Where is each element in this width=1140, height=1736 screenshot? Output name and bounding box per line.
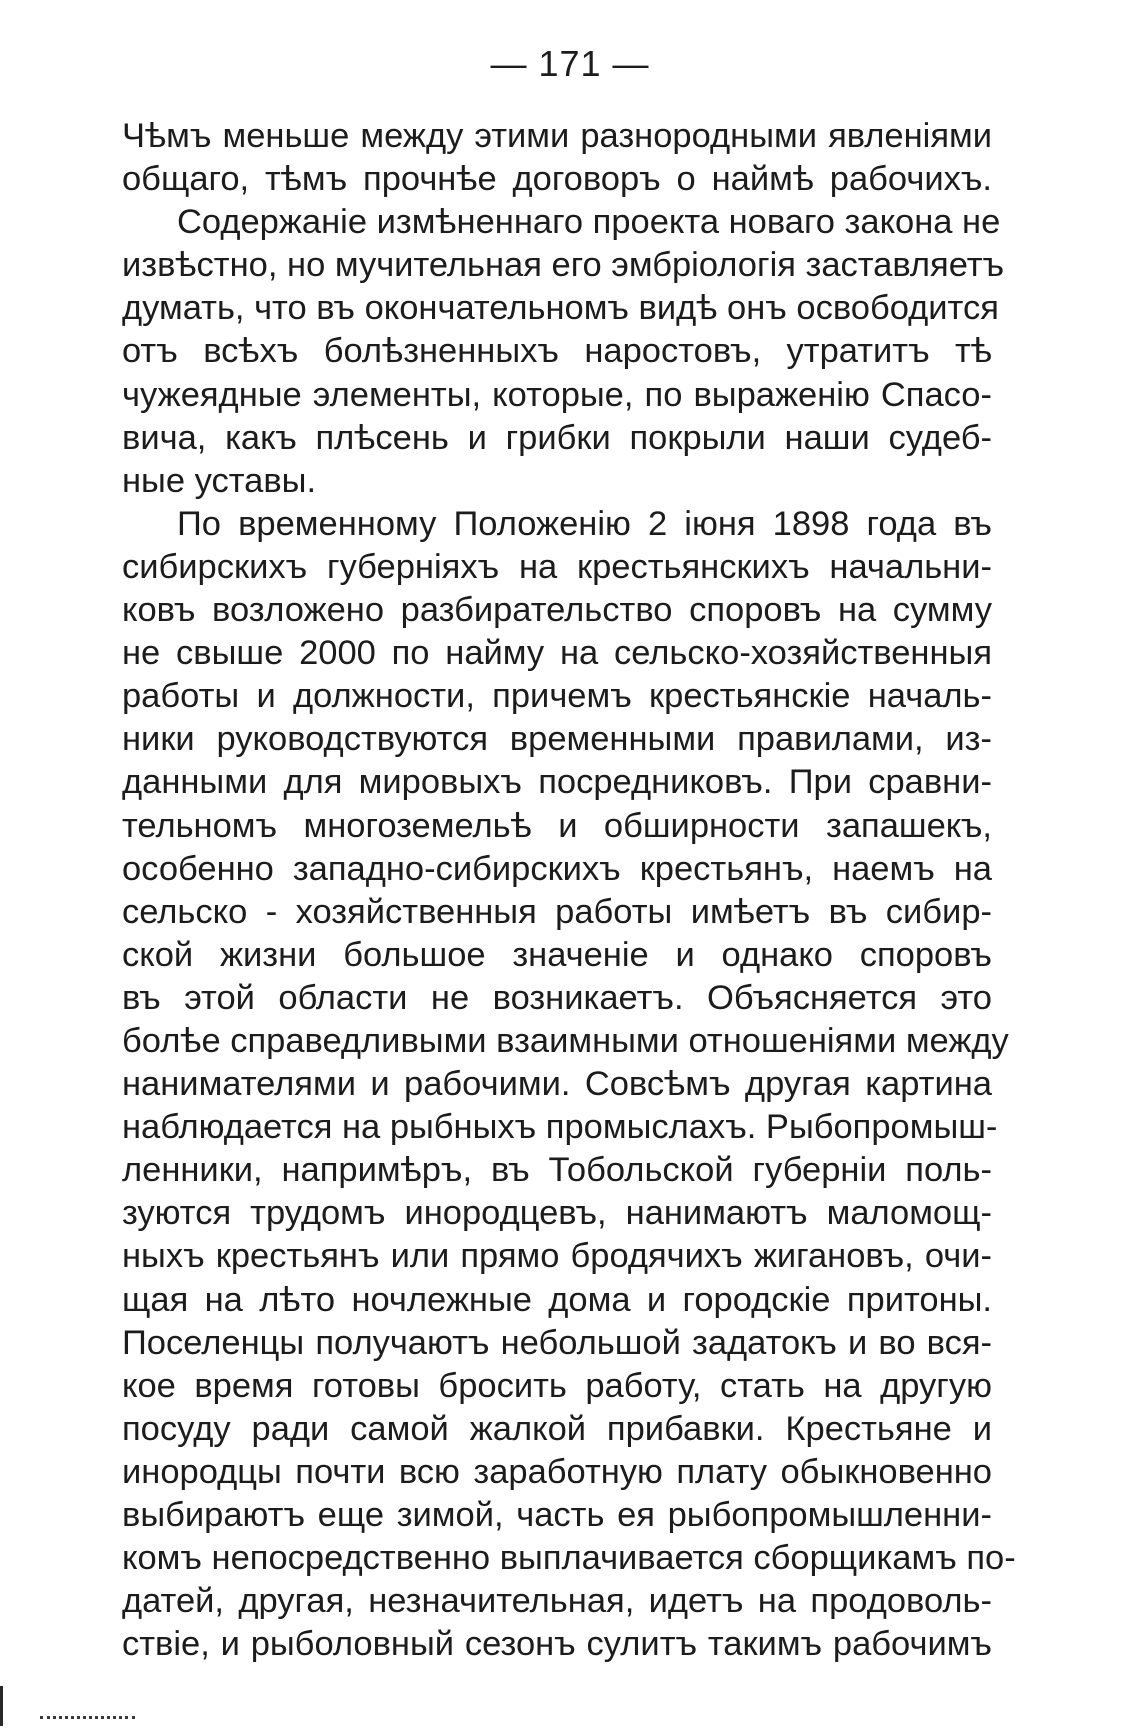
text-line: сельско - хозяйственныя работы имѣетъ въ сибир- (122, 892, 992, 931)
text-line: вича, какъ плѣсень и грибки покрыли наши судеб- (122, 418, 992, 457)
text-line: работы и должности, причемъ крестьянскіе началь- (122, 677, 992, 716)
text-line: ствіе, и рыболовный сезонъ сулитъ такимъ рабочимъ (122, 1625, 992, 1664)
text-line: щая на лѣто ночлежные дома и городскіе притоны. (122, 1280, 992, 1319)
text-line: данными для мировыхъ посредниковъ. При сравни- (122, 763, 992, 802)
text-line: думать, что въ окончательномъ видѣ онъ освободится (122, 289, 999, 328)
text-line: ники руководствуются временными правилами, из- (122, 720, 992, 759)
scan-edge-mark (0, 1686, 11, 1726)
text-line: Содержаніе измѣненнаго проекта новаго закона не (177, 203, 1001, 242)
body-text (122, 115, 1016, 1666)
text-line: отъ всѣхъ болѣзненныхъ наростовъ, утратитъ тѣ (122, 332, 992, 371)
text-line: ленники, напримѣръ, въ Тобольской губерніи поль- (122, 1151, 992, 1190)
text-line: сибирскихъ губерніяхъ на крестьянскихъ начальни- (122, 547, 992, 586)
text-line: По временному Положенію 2 іюня 1898 года въ (177, 504, 992, 543)
paragraph-2 (122, 201, 1005, 503)
text-line: въ этой области не возникаетъ. Объясняется это (122, 978, 992, 1017)
text-line: зуются трудомъ инородцевъ, нанимаютъ маломощ- (122, 1194, 992, 1233)
text-line: болѣе справедливыми взаимными отношеніями между (122, 1021, 1009, 1060)
text-line: кое время готовы бросить работу, стать на другую (122, 1366, 992, 1405)
text-line: Поселенцы получаютъ небольшой задатокъ и во вся- (122, 1323, 992, 1362)
text-line: посуду ради самой жалкой прибавки. Крестьяне и (122, 1409, 992, 1448)
paragraph-1 (122, 115, 992, 201)
paragraph-3 (122, 503, 1016, 1667)
text-line: наблюдается на рыбныхъ промыслахъ. Рыбопромыш- (122, 1108, 998, 1147)
text-line: ные уставы. (122, 461, 317, 500)
text-line: датей, другая, незначительная, идетъ на продоволь- (122, 1582, 992, 1621)
page-number: — 171 — (490, 43, 650, 84)
text-line: выбираютъ еще зимой, часть ея рыбопромышленни- (122, 1496, 992, 1534)
text-line: ковъ возложено разбирательство споровъ на сумму (122, 591, 992, 630)
text-line: ныхъ крестьянъ или прямо бродячихъ жигановъ, очи- (122, 1237, 992, 1276)
text-line: ской жизни большое значеніе и однако споровъ (122, 935, 992, 974)
text-line: не свыше 2000 по найму на сельско-хозяйственныя (122, 634, 992, 673)
text-line: инородцы почти всю заработную плату обыкновенно (122, 1452, 992, 1491)
text-line: комъ непосредственно выплачивается сборщикамъ по- (122, 1539, 1016, 1578)
text-line: чужеядные элементы, которые, по выраженію Спасо- (122, 375, 992, 414)
text-line: особенно западно-сибирскихъ крестьянъ, наемъ на (122, 849, 992, 888)
text-line: извѣстно, но мучительная его эмбріологія заставляетъ (122, 246, 1005, 285)
text-line: нанимателями и рабочими. Совсѣмъ другая картина (122, 1065, 992, 1104)
text-line: общаго, тѣмъ прочнѣе договоръ о наймѣ рабочихъ. (122, 160, 992, 199)
scan-edge-dots (40, 1712, 135, 1719)
text-line: тельномъ многоземельѣ и обширности запашекъ, (122, 806, 992, 845)
text-line: Чѣмъ меньше между этими разнородными явленіями (122, 117, 992, 155)
